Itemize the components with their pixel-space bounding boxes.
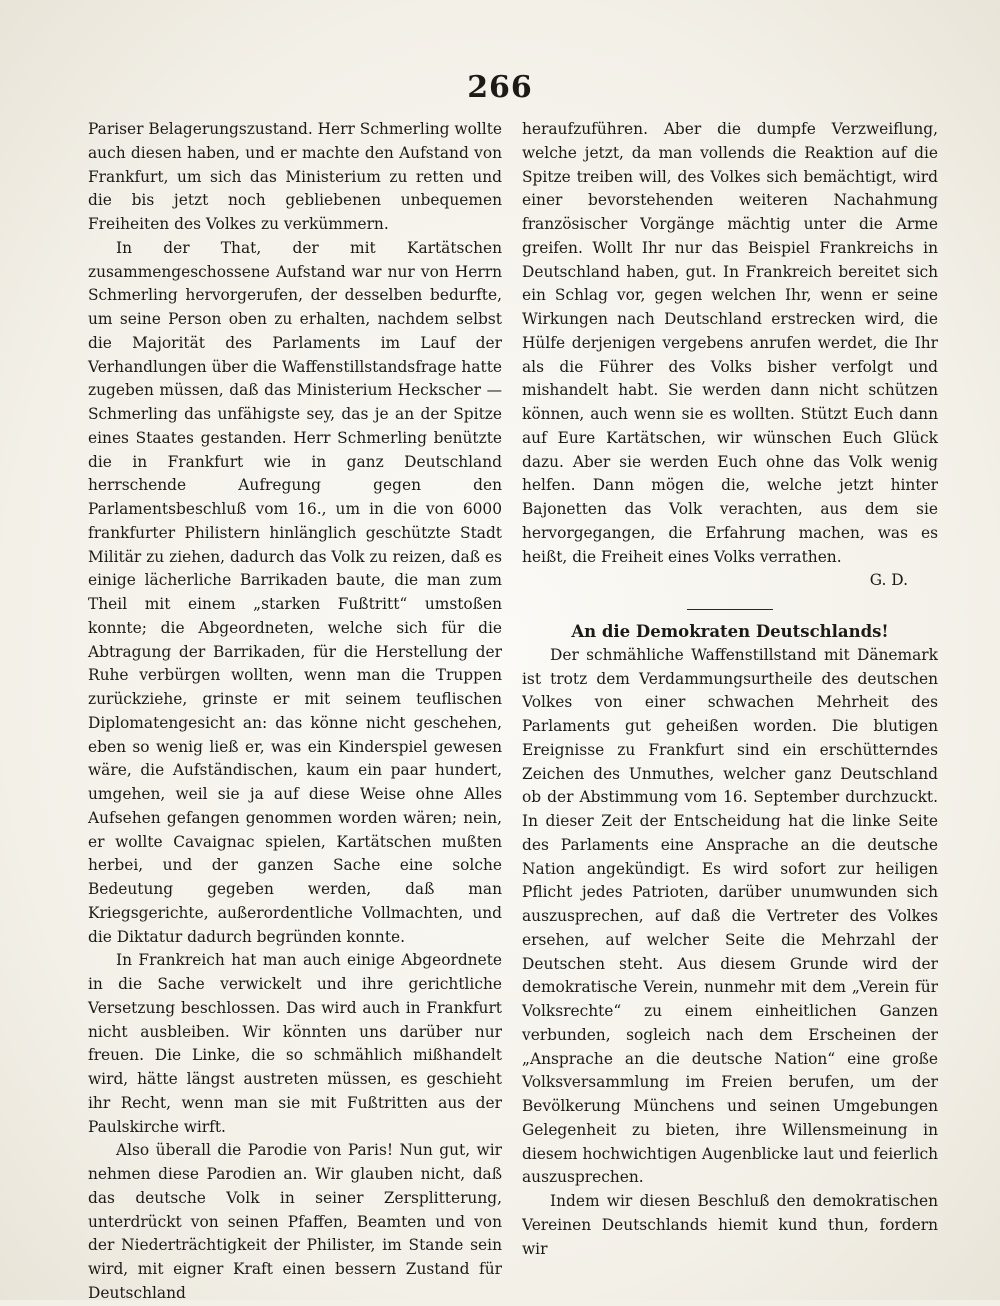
paragraph: Der schmähliche Waffenstillstand mit Dänemark ist trotz dem Verdammungsurtheile des deutschen Volkes von einer schwachen Mehrheit des Parlaments gut geheißen worden. Die blutigen Ereignisse zu Frankfurt sind ein erschütterndes Zeichen des Unmuthes, welcher ganz Deutschland ob der Abstimmung vom 16. September durchzuckt. In dieser Zeit der Entscheidung hat die linke Seite des Parlaments eine Ansprache an die deutsche Nation angekündigt. Es wird sofort zur heiligen Pflicht jedes Patrioten, darüber unumwunden sich auszusprechen, auf daß die Vertreter des Volkes ersehen, auf welcher Seite die Mehrzahl der Deutschen steht. Aus diesem Grunde wird der demokratische Verein, nunmehr mit dem „Verein für Volksrechte“ zu einem einheitlichen Ganzen verbunden, sogleich nach dem Erscheinen der „Ansprache an die deutsche Nation“ eine große Volksversammlung im Freien berufen, um der Bevölkerung Münchens und seinen Umgebungen Gelegenheit zu bieten, ihre Willensmeinung in diesem hochwichtigen Augenblicke laut und feierlich auszusprechen.	[522, 645, 938, 1187]
page-number: 266	[467, 70, 533, 105]
paragraph: Also überall die Parodie von Paris! Nun gut, wir nehmen diese Parodien an. Wir glauben nicht, daß das deutsche Volk in seiner Zersplitterung, unterdrückt von seinen Pfaffen, Beamten und von der Niederträchtigkeit der Philister, im Stande sein wird, mit eigner Kraft einen bessern Zustand für Deutschland	[88, 1141, 502, 1302]
right-column	[522, 118, 938, 1261]
paragraph: Indem wir diesen Beschluß den demokratischen Vereinen Deutschlands hiemit kund thun, fordern wir	[522, 1192, 938, 1258]
paragraph: heraufzuführen. Aber die dumpfe Verzweiflung, welche jetzt, da man vollends die Reaktion auf die Spitze treiben will, des Volkes sich bemächtigt, wird einer bevorstehenden weiteren Nachahmung französischer Vorgänge mächtig unter die Arme greifen. Wollt Ihr nur das Beispiel Frankreichs in Deutschland haben, gut. In Frankreich bereitet sich ein Schlag vor, gegen welchen Ihr, wenn er seine Wirkungen nach Deutschland erstrecken wird, die Hülfe derjenigen vergebens anrufen werdet, die Ihr als die Führer des Volks bisher verfolgt und mishandelt habt. Sie werden dann nicht schützen können, auch wenn sie es wollten. Stützt Euch dann auf Eure Kartätschen, wir wünschen Euch Glück dazu. Aber sie werden Euch ohne das Volk wenig helfen. Dann mögen die, welche jetzt hinter Bajonetten das Volk verachten, aus dem sie hervorgegangen, die Erfahrung machen, was es heißt, die Freiheit eines Volks verrathen.	[522, 120, 938, 566]
paragraph: Pariser Belagerungszustand. Herr Schmerling wollte auch diesen haben, und er machte den Aufstand von Frankfurt, um sich das Ministerium zu retten und die bis jetzt noch gebliebenen unbequemen Freiheiten des Volkes zu verkümmern.	[88, 120, 502, 233]
article-title: An die Demokraten Deutschlands!	[571, 622, 889, 641]
section-divider	[687, 609, 773, 610]
paragraph: In Frankreich hat man auch einige Abgeordnete in die Sache verwickelt und ihre gerichtliche Versetzung beschlossen. Das wird auch in Frankfurt nicht ausbleiben. Wir könnten uns darüber nur freuen. Die Linke, die so schmählich mißhandelt wird, hätte längst austreten müssen, es geschieht ihr Recht, wenn man sie mit Fußtritten aus der Paulskirche wirft.	[88, 951, 502, 1136]
left-column	[88, 118, 502, 1306]
author-signature: G. D.	[869, 571, 908, 590]
paragraph: In der That, der mit Kartätschen zusammengeschossene Aufstand war nur von Herrn Schmerling hervorgerufen, der desselben bedurfte, um seine Person oben zu erhalten, nachdem selbst die Majorität des Parlaments im Lauf der Verhandlungen über die Waffenstillstandsfrage hatte zugeben müssen, daß das Ministerium Heckscher — Schmerling das unfähigste sey, das je an der Spitze eines Staates gestanden. Herr Schmerling benützte die in Frankfurt wie in ganz Deutschland herrschende Aufregung gegen den Parlamentsbeschluß vom 16., um in die von 6000 frankfurter Philistern hinlänglich geschützte Stadt Militär zu ziehen, dadurch das Volk zu reizen, daß es einige lächerliche Barrikaden baute, die man zum Theil mit einem „starken Fußtritt“ umstoßen konnte; die Abgeordneten, welche sich für die Abtragung der Barrikaden, für die Herstellung der Ruhe verbürgen wollten, wenn man die Truppen zurückziehe, grinste er mit seinem teuflischen Diplomatengesicht an: das könne nicht geschehen, eben so wenig ließ er, was ein Kinderspiel gewesen wäre, die Aufständischen, kaum ein paar hundert, umgehen, weil sie ja auf diese Weise ohne Alles Aufsehen gefangen genommen worden wären; nein, er wollte Cavaignac spielen, Kartätschen mußten herbei, und der ganzen Sache eine solche Bedeutung gegeben werden, daß man Kriegsgerichte, außerordentliche Vollmachten, und die Diktatur dadurch begründen konnte.	[88, 238, 502, 946]
